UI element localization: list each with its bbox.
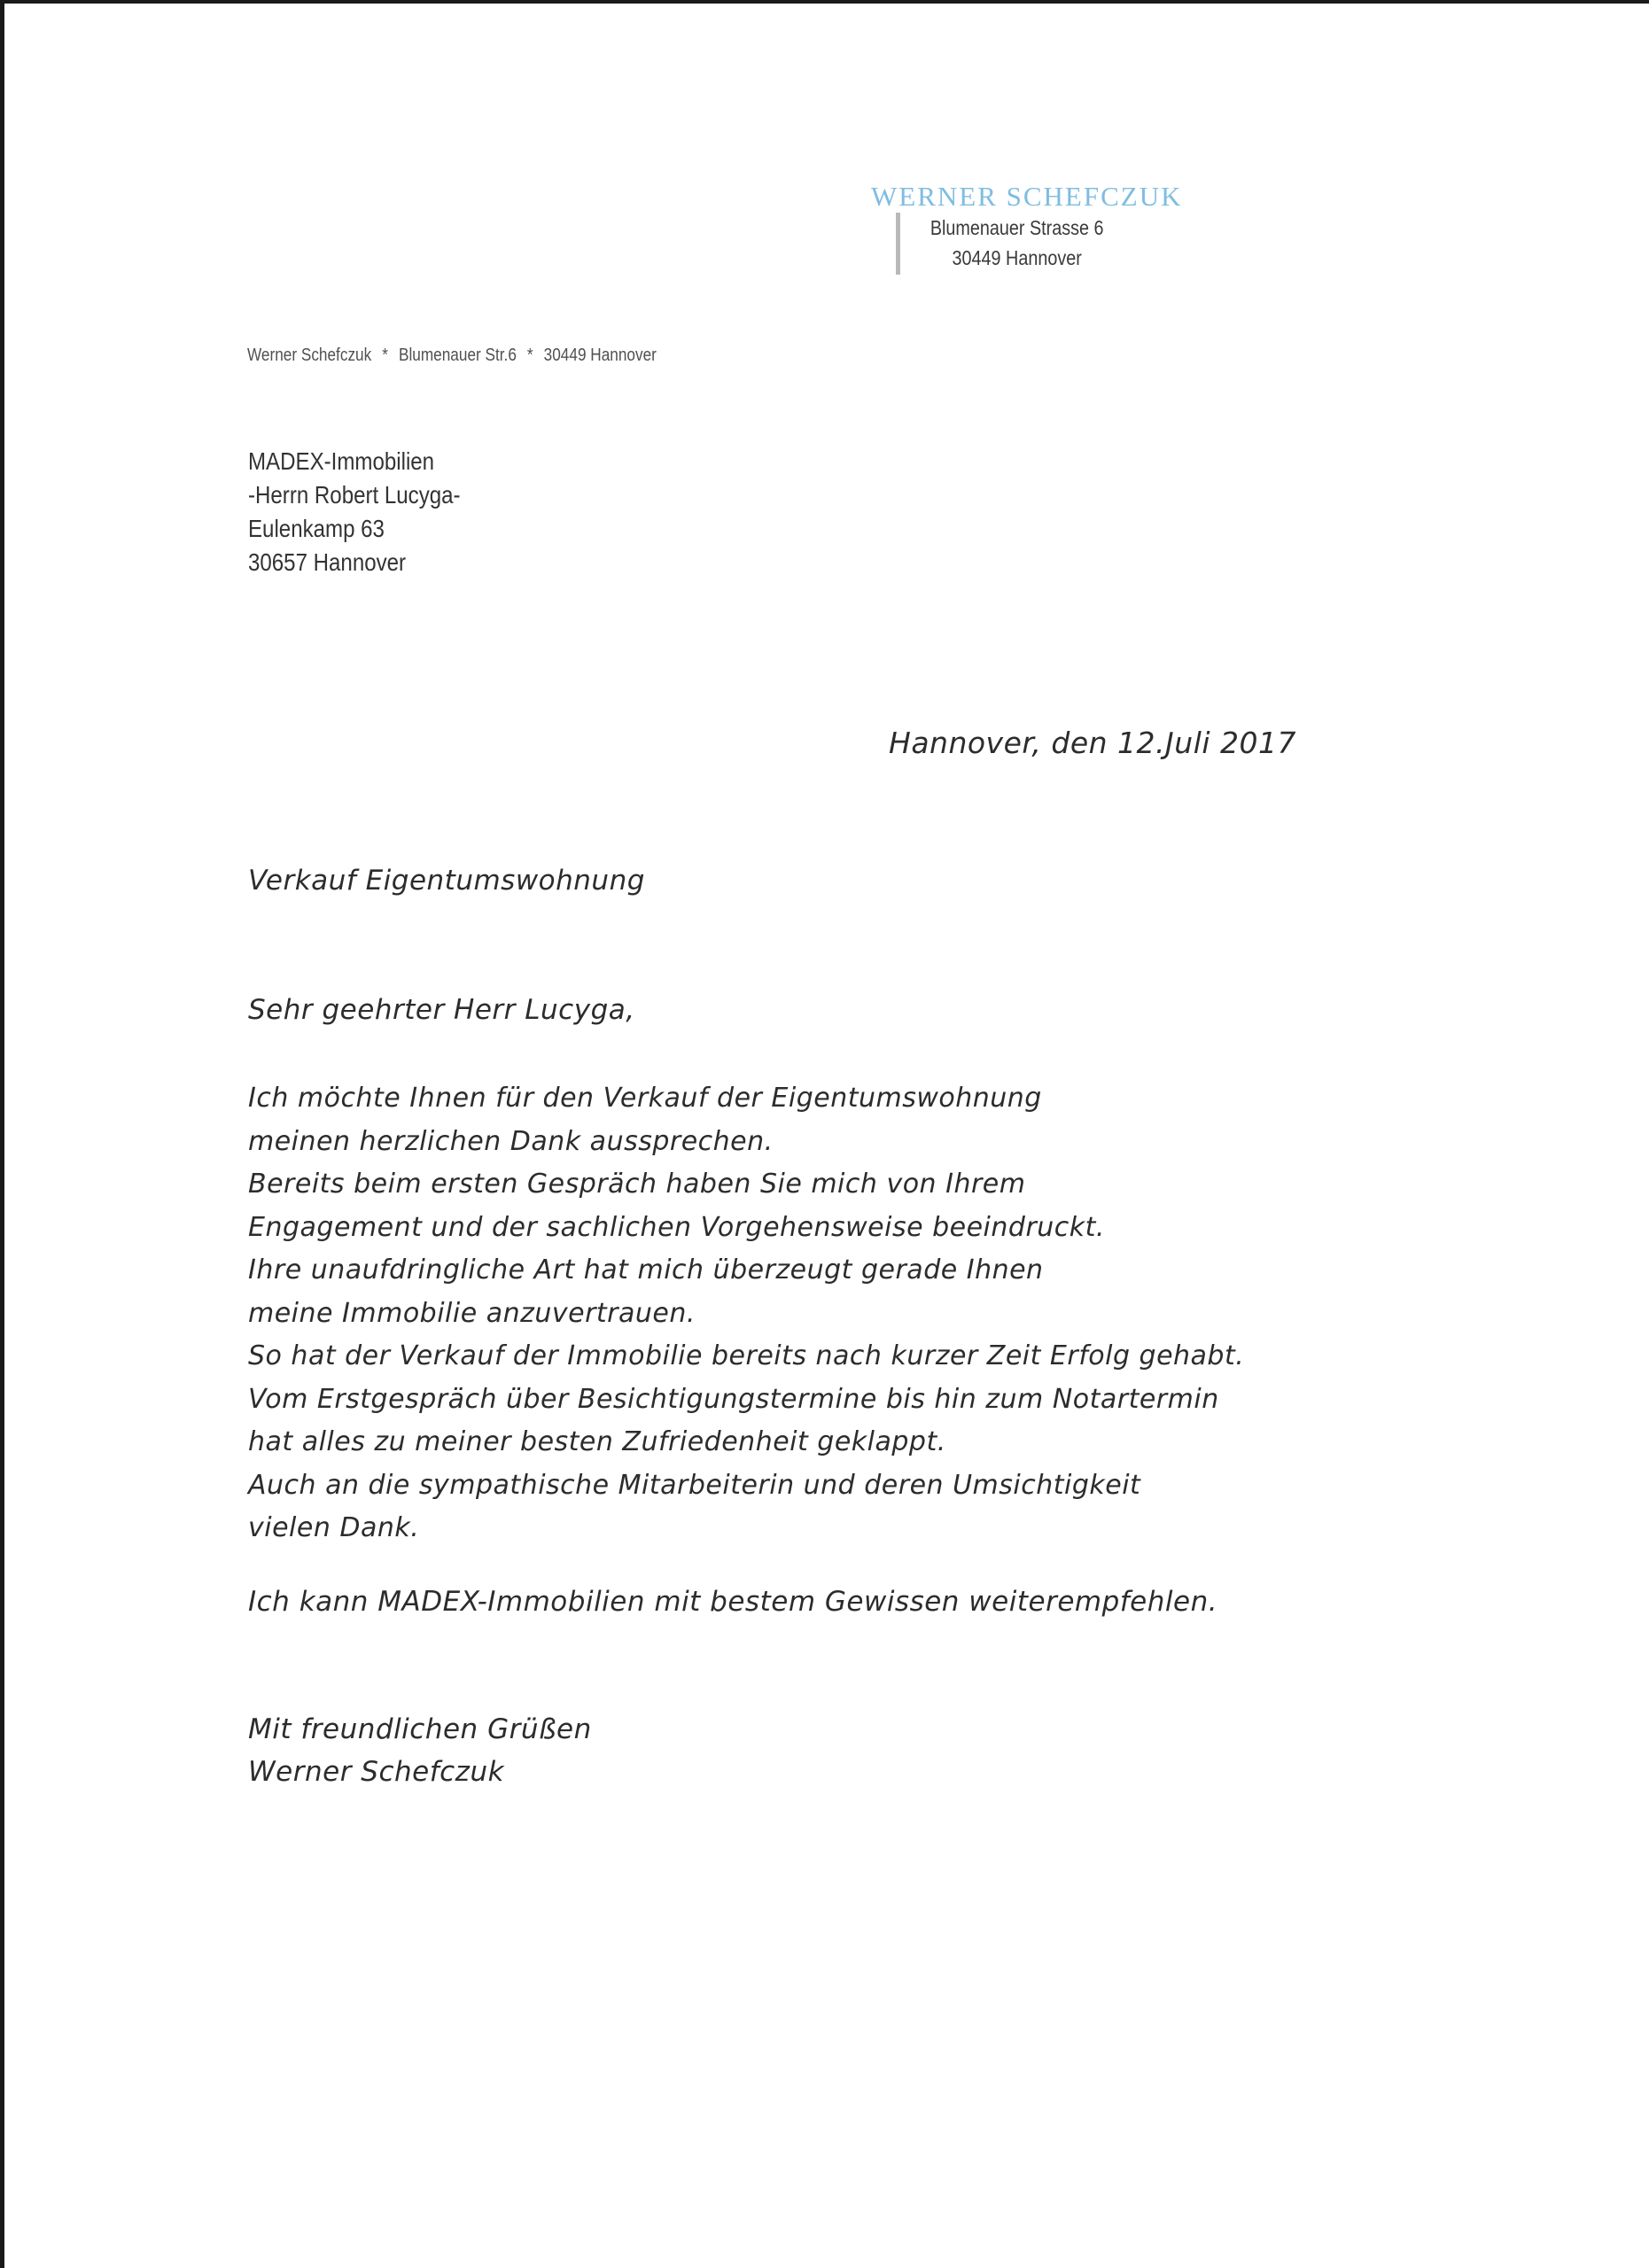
body-line: meinen herzlichen Dank aussprechen. [248, 1125, 774, 1157]
sender-name: Werner Schefczuk [247, 346, 372, 365]
closing [248, 1708, 592, 1793]
letterhead-city: 30449 Hannover [952, 246, 1082, 269]
body-line: Auch an die sympathische Mitarbeiterin und deren Umsichtigkeit [248, 1469, 1141, 1501]
body-line: meine Immobilie anzuvertrauen. [248, 1297, 696, 1329]
sender-return-line [247, 346, 657, 366]
body-line: vielen Dank. [248, 1512, 420, 1543]
body-line: Ich möchte Ihnen für den Verkauf der Eigentumswohnung [248, 1083, 1042, 1114]
recipient-contact: -Herrn Robert Lucyga- [248, 481, 461, 509]
subject-line: Verkauf Eigentumswohnung [248, 865, 645, 897]
letter-body [248, 1077, 1244, 1550]
letterhead-address [906, 213, 1127, 273]
separator: * [382, 346, 388, 365]
letterhead [871, 181, 1183, 269]
recipient-street: Eulenkamp 63 [248, 515, 385, 542]
letterhead-street: Blumenauer Strasse 6 [930, 216, 1104, 239]
body-line: Bereits beim ersten Gespräch haben Sie mich von Ihrem [248, 1169, 1026, 1200]
sender-city: 30449 Hannover [543, 346, 657, 365]
separator: * [526, 346, 533, 365]
letterhead-divider [896, 213, 900, 275]
closing-greeting: Mit freundlichen Grüßen [248, 1713, 592, 1745]
body-line: So hat der Verkauf der Immobilie bereits nach kurzer Zeit Erfolg gehabt. [248, 1340, 1245, 1371]
sender-street: Blumenauer Str.6 [398, 346, 517, 365]
recommendation-line: Ich kann MADEX-Immobilien mit bestem Gewissen weiterempfehlen. [248, 1586, 1218, 1618]
recipient-city: 30657 Hannover [248, 548, 407, 576]
letterhead-name: WERNER SCHEFCZUK [871, 181, 1183, 212]
recipient-address [248, 445, 461, 579]
date-line: Hannover, den 12.Juli 2017 [889, 726, 1296, 760]
body-line: Ihre unaufdringliche Art hat mich überzeugt gerade Ihnen [248, 1254, 1044, 1285]
salutation: Sehr geehrter Herr Lucyga, [248, 994, 635, 1026]
body-line: hat alles zu meiner besten Zufriedenheit geklappt. [248, 1426, 946, 1457]
recipient-company: MADEX-Immobilien [248, 447, 435, 475]
body-line: Vom Erstgespräch über Besichtigungstermine bis hin zum Notartermin [248, 1383, 1219, 1415]
body-line: Engagement und der sachlichen Vorgehensweise beeindruckt. [248, 1211, 1105, 1243]
signature-name: Werner Schefczuk [248, 1756, 505, 1788]
